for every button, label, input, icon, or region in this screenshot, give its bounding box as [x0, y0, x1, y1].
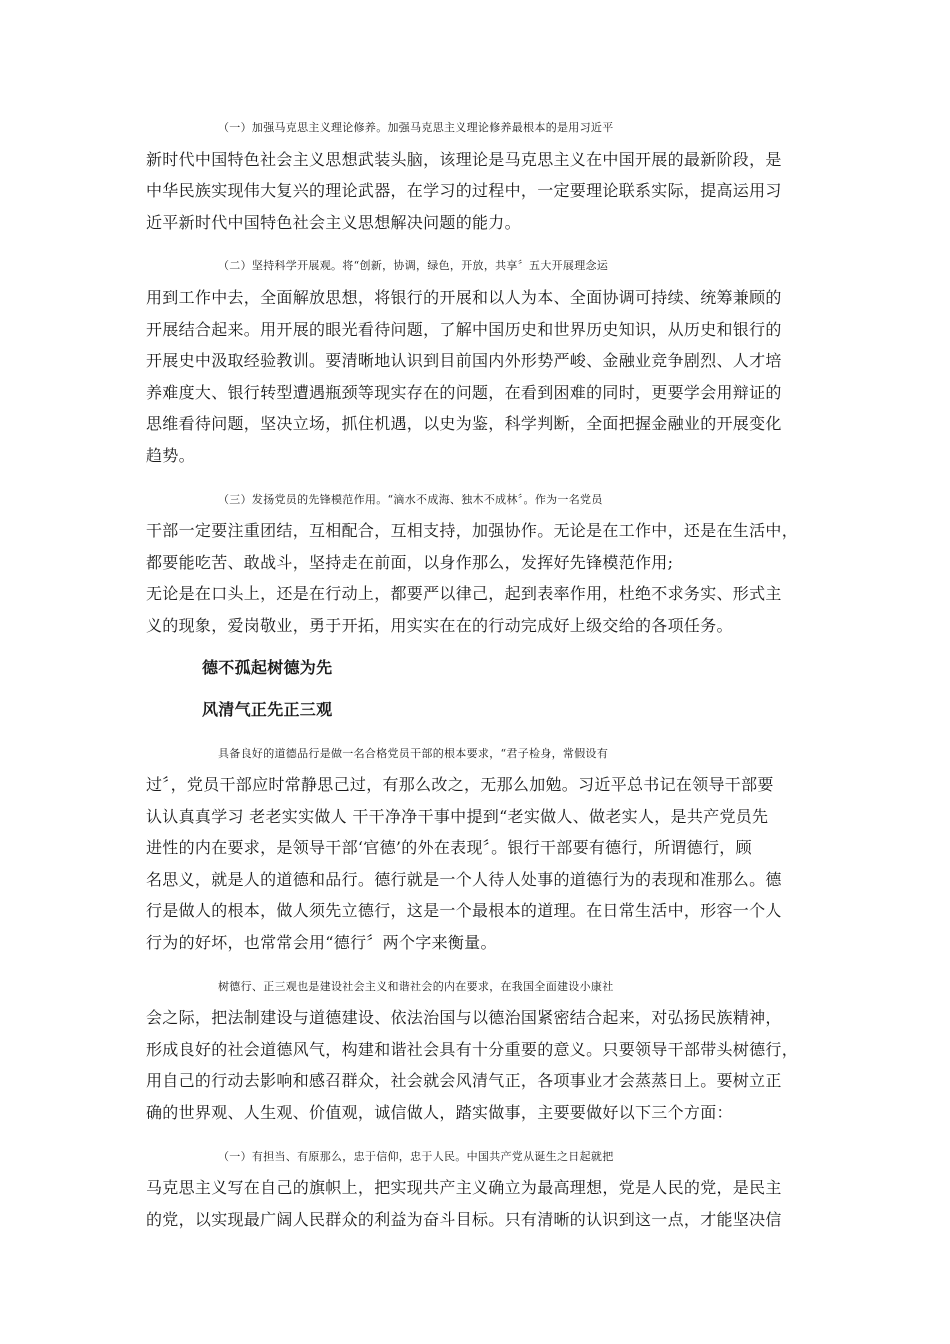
text-line: 树德行、正三观也是建设社会主义和谐社会的内在要求，在我国全面建设小康社 — [218, 979, 614, 993]
text-line: 具备良好的道德品行是做一名合格党员干部的根本要求，“君子检身，常假设有 — [218, 746, 609, 760]
text-line: 干部一定要注重团结，互相配合，互相支持，加强协作。无论是在工作中，还是在生活中， — [146, 521, 799, 541]
text-line: 认认真真学习 老老实实做人 干干净净干事中提到“老实做人、做老实人，是共产党员先 — [146, 806, 769, 826]
text-line: 中华民族实现伟大复兴的理论武器，在学习的过程中，一定要理论联系实际，提高运用习 — [146, 181, 782, 201]
paragraph-vanguard-role — [146, 484, 808, 579]
text-line: 确的世界观、人生观、价值观，诚信做人，踏实做事，主要要做好以下三个方面： — [146, 1103, 733, 1123]
text-line: （三）发扬党员的先锋模范作用。“滴水不成海、独木不成林〞。作为一名党员 — [218, 492, 603, 506]
text-line: 思维看待问题，坚决立场，抓住机遇，以史为鉴，科学判断，全面把握金融业的开展变化 — [146, 414, 782, 434]
text-line: 无论是在口头上，还是在行动上，都要严以律己，起到表率作用，杜绝不求务实、形式主 — [146, 584, 782, 604]
text-line: 用自己的行动去影响和感召群众，社会就会风清气正，各项事业才会蒸蒸日上。要树立正 — [146, 1071, 782, 1091]
text-line: 名思义，就是人的道德和品行。德行就是一个人待人处事的道德行为的表现和准那么。德 — [146, 869, 782, 889]
section-heading-three-views: 风清气正先正三观 — [202, 699, 333, 719]
text-line: 过〞，党员干部应时常静思己过，有那么改之，无那么加勉。习近平总书记在领导干部要 — [146, 775, 774, 795]
text-line: 新时代中国特色社会主义思想武装头脑，该理论是马克思主义在中国开展的最新阶段，是 — [146, 149, 782, 169]
text-line: 趋势。 — [146, 445, 195, 465]
text-line: （一）加强马克思主义理论修养。加强马克思主义理论修养最根本的是用习近平 — [218, 121, 614, 134]
paragraph-responsibility — [146, 1141, 808, 1236]
text-line: 的党，以实现最广阔人民群众的利益为奋斗目标。只有清晰的认识到这一点，才能坚决信 — [146, 1209, 782, 1229]
text-line: 行是做人的根本，做人须先立德行，这是一个最根本的道理。在日常生活中，形容一个人 — [146, 901, 782, 921]
paragraph-theory-study — [146, 112, 808, 238]
paragraph-moral-character — [146, 738, 808, 959]
section-heading-morality: 德不孤起树德为先 — [202, 657, 333, 677]
text-line: 用到工作中去，全面解放思想，将银行的开展和以人为本、全面协调可持续、统筹兼顾的 — [146, 287, 782, 307]
text-line: 义的现象，爱岗敬业，勇于开拓，用实实在在的行动完成好上级交给的各项任务。 — [146, 615, 733, 635]
text-line: 行为的好坏，也常常会用“德行〞两个字来衡量。 — [146, 933, 497, 953]
text-line: 近平新时代中国特色社会主义思想解决问题的能力。 — [146, 212, 521, 232]
text-line: 形成良好的社会道德风气，构建和谐社会具有十分重要的意义。只要领导干部带头树德行， — [146, 1039, 799, 1059]
text-line: 都要能吃苦、敢战斗，坚持走在前面，以身作那么，发挥好先锋模范作用; — [146, 552, 674, 572]
paragraph-harmonious-society — [146, 971, 808, 1129]
paragraph-vanguard-role-continued — [146, 578, 808, 641]
text-line: 进性的内在要求，是领导干部‘官德’的外在表现〞。银行干部要有德行，所谓德行，顾 — [146, 838, 752, 858]
text-line: 养难度大、银行转型遭遇瓶颈等现实存在的问题，在看到困难的同时，更要学会用辩证的 — [146, 382, 782, 402]
text-line: 开展结合起来。用开展的眼光看待问题，了解中国历史和世界历史知识，从历史和银行的 — [146, 319, 782, 339]
document-page — [146, 112, 808, 1247]
text-line: （二）坚持科学开展观。将“创新，协调，绿色，开放，共享〞五大开展理念运 — [218, 259, 609, 273]
text-line: 开展史中汲取经验教训。要清晰地认识到目前国内外形势严峻、金融业竞争剧烈、人才培 — [146, 351, 782, 371]
paragraph-development-concept — [146, 250, 808, 471]
text-line: 马克思主义写在自己的旗帜上，把实现共产主义确立为最高理想，党是人民的党，是民主 — [146, 1178, 782, 1198]
text-line: （一）有担当、有原那么，忠于信仰，忠于人民。中国共产党从诞生之日起就把 — [218, 1149, 614, 1163]
text-line: 会之际，把法制建设与道德建设、依法治国与以德治国紧密结合起来，对弘扬民族精神， — [146, 1008, 782, 1028]
